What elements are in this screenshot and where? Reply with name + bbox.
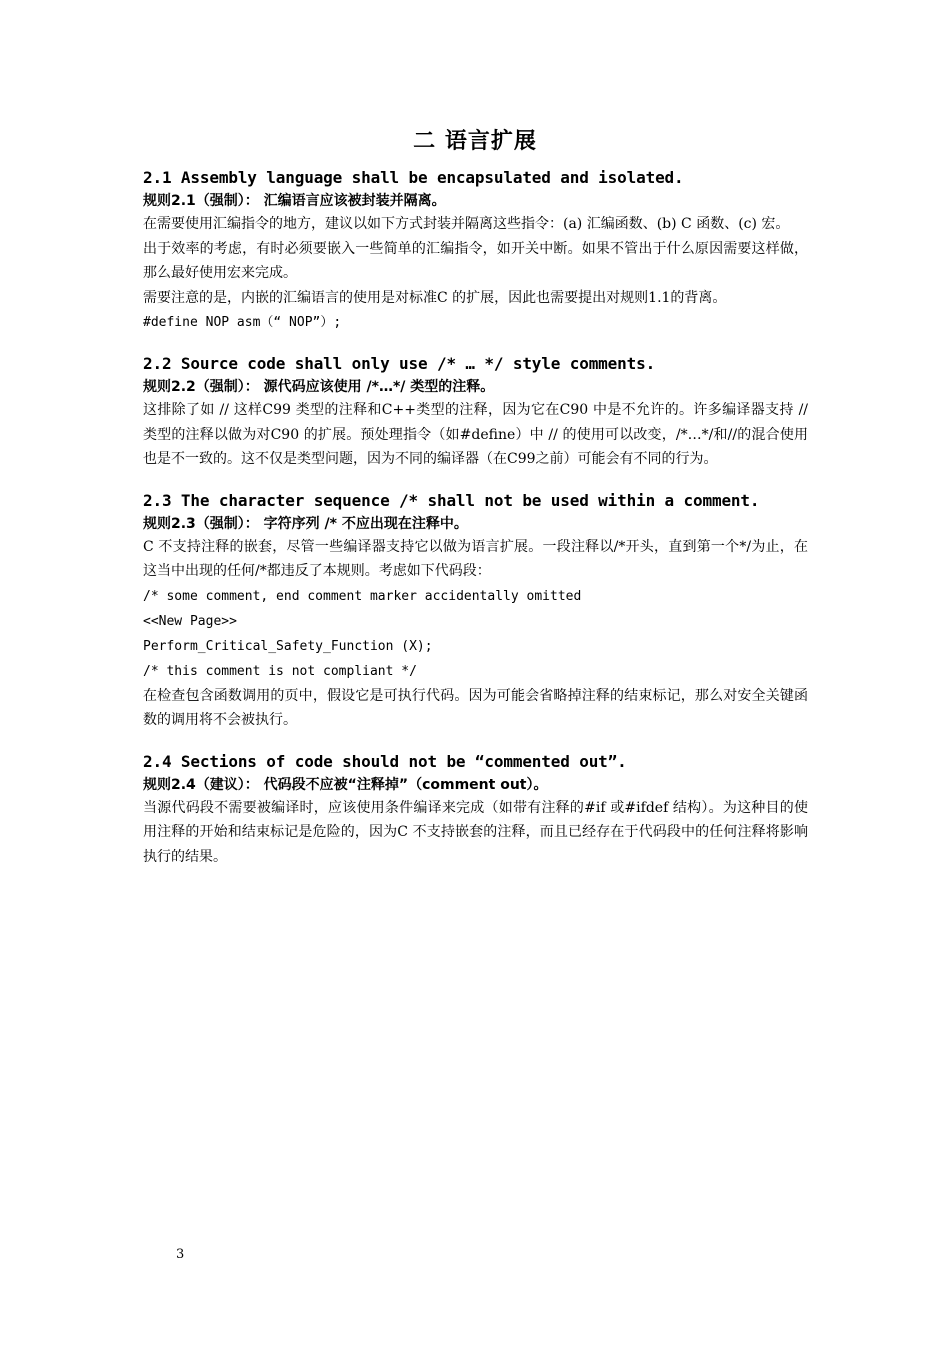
section-heading: 2.3 The character sequence /* shall not be used within a comment. <box>143 490 760 510</box>
section-2-1 <box>143 166 808 335</box>
chapter-title: 二 语言扩展 <box>413 129 537 154</box>
section-heading: 2.1 Assembly language shall be encapsulated and isolated. <box>143 168 684 187</box>
paragraph: 出于效率的考虑，有时必须要嵌入一些简单的汇编指令，如开关中断。如果不管出于什么原因需要这样做，那么最好使用宏来完成。 <box>143 240 808 281</box>
rule-statement: 规则2.4（建议）： 代码段不应被“注释掉”（comment out）。 <box>143 776 548 793</box>
section-heading: 2.4 Sections of code should not be “commented out”. <box>143 751 627 771</box>
section-2-2 <box>143 352 808 472</box>
code-line: #define NOP asm（“ NOP”）; <box>143 315 342 330</box>
code-line: Perform_Critical_Safety_Function (X); <box>143 638 433 654</box>
section-heading: 2.2 Source code shall only use /* … */ style comments. <box>143 354 656 373</box>
paragraph: 当源代码段不需要被编译时，应该使用条件编译来完成（如带有注释的#if 或#ifdef 结构）。为这种目的使用注释的开始和结束标记是危险的，因为C 不支持嵌套的注释，而且已经存在于代码段中的任何注释将影响执行的结果。 <box>143 799 808 865</box>
paragraph: 在检查包含函数调用的页中，假设它是可执行代码。因为可能会省略掉注释的结束标记，那么对安全关键函数的调用将不会被执行。 <box>143 687 808 728</box>
section-2-3 <box>143 489 808 733</box>
code-line: /* this comment is not compliant */ <box>143 663 417 679</box>
page-number: 3 <box>176 1247 185 1262</box>
rule-statement: 规则2.1（强制）： 汇编语言应该被封装并隔离。 <box>143 193 446 209</box>
paragraph: 需要注意的是，内嵌的汇编语言的使用是对标准C 的扩展，因此也需要提出对规则1.1的背离。 <box>143 289 727 306</box>
code-line: <<New Page>> <box>143 613 237 629</box>
paragraph: 在需要使用汇编指令的地方，建议以如下方式封装并隔离这些指令：(a) 汇编函数、(b) C 函数、(c) 宏。 <box>143 216 790 232</box>
paragraph: 这排除了如 // 这样C99 类型的注释和C++类型的注释，因为它在C90 中是不允许的。许多编译器支持 // 类型的注释以做为对C90 的扩展。预处理指令（如#define）中 // 的使用可以改变，/*…*/和//的混合使用也是不一致的。这不仅是类型问题，因为不同的编译器（在C99之前）可能会有不同的行为。 <box>143 402 808 467</box>
section-2-4 <box>143 750 808 870</box>
paragraph: C 不支持注释的嵌套，尽管一些编译器支持它以做为语言扩展。一段注释以/*开头，直到第一个*/为止，在这当中出现的任何/*都违反了本规则。考虑如下代码段： <box>143 538 808 579</box>
page-content <box>143 166 808 886</box>
rule-statement: 规则2.2（强制）： 源代码应该使用 /*…*/ 类型的注释。 <box>143 379 495 395</box>
rule-statement: 规则2.3（强制）： 字符序列 /* 不应出现在注释中。 <box>143 515 468 532</box>
code-line: /* some comment, end comment marker accidentally omitted <box>143 588 582 604</box>
